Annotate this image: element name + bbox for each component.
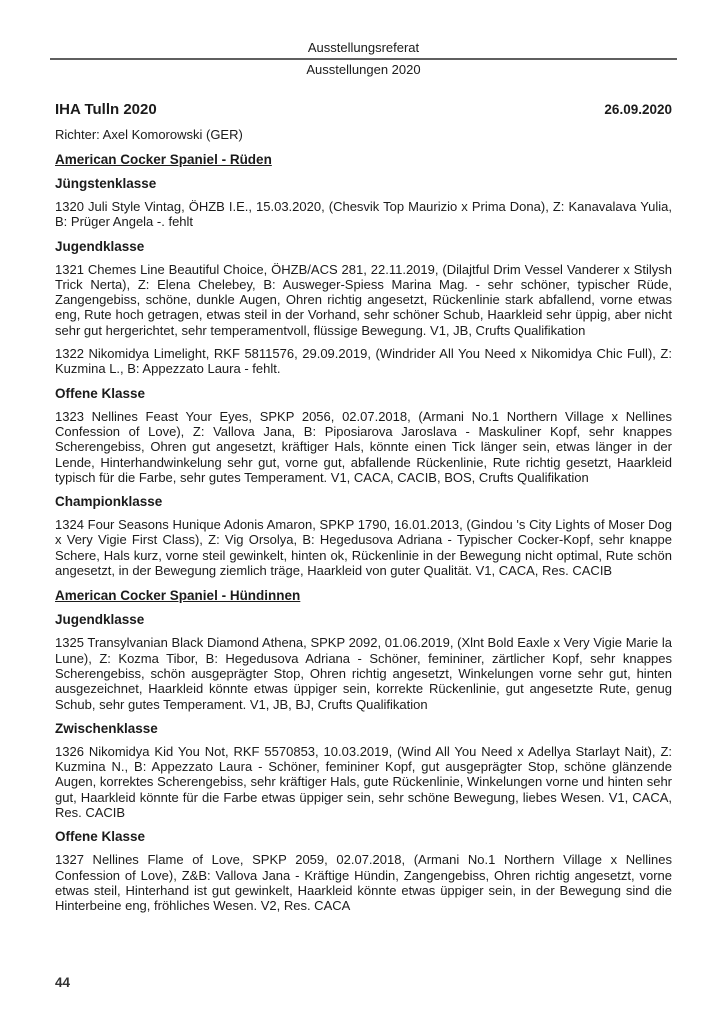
class-heading-jugendklasse-rueden: Jugendklasse <box>55 238 145 254</box>
show-title: IHA Tulln 2020 <box>55 101 157 118</box>
entry-1326: 1326 Nikomidya Kid You Not, RKF 5570853, 10.03.2019, (Wind All You Need x Adellya Starlayt Nait), Z: Kuzmina N., B: Appezzato Laura - Schöner, femininer Kopf, gut ausgeprägter Stop, schöne glänzende Augen, korrektes Scherengebiss, sehr kräftiger Hals, gute Rückenlinie, Winkelungen vorne und hinten sehr gut, Haarkleid könnte für die Farbe etwas üppiger sein, sehr schöne Bewegung, liebes Wesen. V1, CACA, Res. CACIB <box>55 743 672 821</box>
entry-1323: 1323 Nellines Feast Your Eyes, SPKP 2056, 02.07.2018, (Armani No.1 Northern Village x Nellines Confession of Love), Z: Vallova Jana, B: Piposiarova Jaroslava - Maskuliner Kopf, sehr knappes Scherengebiss, Ohren gut angesetzt, kräftiger Hals, könnte einen Tick länger sein, etwas länger in der Lende, Hinterhandwinkelung sehr gut, vorne gut, abfallende Rückenlinie, Rute richtig gesetzt, Haarkleid typisch für die Farbe, sehr gutes Temperament. V1, CACA, CACIB, BOS, Crufts Qualifikation <box>55 408 672 485</box>
entry-1324: 1324 Four Seasons Hunique Adonis Amaron, SPKP 1790, 16.01.2013, (Gindou 's City Lights of Moser Dog x Very Vigie First Class), Z: Vig Orsolya, B: Hegedusova Adriana - Typischer Cocker-Kopf, sehr knappe Schere, Hals kurz, vorne steil gewinkelt, hinten ok, Rückenlinie in der Bewegung nicht optimal, Rute schön angesetzt, in der Bewegung ziemlich träge, Haarkleid von guter Qualität. V1, CACA, Res. CACIB <box>55 517 672 579</box>
class-heading-jugendklasse-huendinnen: Jugendklasse <box>55 612 145 628</box>
class-heading-offene-klasse-huendinnen: Offene Klasse <box>55 829 146 845</box>
show-date: 26.09.2020 <box>604 102 672 117</box>
page-content <box>55 40 672 922</box>
header-subtitle: Ausstellungen 2020 <box>306 62 421 77</box>
page-header <box>55 40 672 77</box>
entry-1325: 1325 Transylvanian Black Diamond Athena, SPKP 2092, 01.06.2019, (Xlnt Bold Eaxle x Very Vigie Marie la Lune), Z: Kozma Tibor, B: Hegedusova Adriana - Schöner, femininer, zärtlicher Kopf, sehr knappes Scherengebiss, schön ausgeprägter Stop, Ohren richtig angesetzt, Winkelungen vorne sehr gut, hinten ausgezeichnet, Haarkleid könnte etwas üppiger sein, korrekte Rückenlinie, gut angesetzte Rute, genug Schub, sehr gutes Temperament. V1, JB, BJ, Crufts Qualifikation <box>55 635 672 712</box>
class-heading-offene-klasse-rueden: Offene Klasse <box>55 385 146 401</box>
class-heading-juengstenklasse: Jüngstenklasse <box>55 176 157 191</box>
breed-heading-huendinnen: American Cocker Spaniel - Hündinnen <box>55 588 301 604</box>
entry-1321: 1321 Chemes Line Beautiful Choice, ÖHZB/ACS 281, 22.11.2019, (Dilajtful Drim Vessel Vanderer x Stilysh Trick Nerta), Z: Elena Chelebey, B: Ausweger-Spiess Marina Mag. - sehr schöner, typischer Rüde, Zangengebiss, schöne, dunkle Augen, Ohren richtig angesetzt, Rückenlinie stark abfallend, vorne etwas eng, Rute hoch getragen, etwas steil in der Vorhand, sehr schöner Schub, Haarkleid sehr üppig, aber nicht sehr gut hergerichtet, sehr temperamentvoll, flüssige Bewegung. V1, JB, Crufts Qualifikation <box>55 261 672 338</box>
page-number: 44 <box>55 975 71 990</box>
class-heading-zwischenklasse: Zwischenklasse <box>55 720 158 736</box>
judge-line: Richter: Axel Komorowski (GER) <box>55 127 243 142</box>
entry-1327: 1327 Nellines Flame of Love, SPKP 2059, 02.07.2018, (Armani No.1 Northern Village x Nellines Confession of Love), Z&B: Vallova Jana - Kräftige Hündin, Zangengebiss, Ohren richtig angesetzt, vorne etwas steil, Hinterhand ist gut gewinkelt, Haarkleid könnte etwas üppiger sein, in der Bewegung sind die Hinterbeine eng, fröhliches Wesen. V2, Res. CACA <box>55 852 672 914</box>
class-heading-championklasse: Championklasse <box>55 494 163 510</box>
title-row <box>55 101 672 118</box>
header-department: Ausstellungsreferat <box>307 40 420 55</box>
entry-1320: 1320 Juli Style Vintag, ÖHZB I.E., 15.03.2020, (Chesvik Top Maurizio x Prima Dona), Z: Kanavalava Yulia, B: Prüger Angela -. fehlt <box>55 199 672 230</box>
breed-heading-rueden: American Cocker Spaniel - Rüden <box>55 152 272 167</box>
header-rule <box>50 58 677 60</box>
entry-1322: 1322 Nikomidya Limelight, RKF 5811576, 29.09.2019, (Windrider All You Need x Nikomidya Chic Full), Z: Kuzmina L., B: Appezzato Laura - fehlt. <box>55 346 672 377</box>
